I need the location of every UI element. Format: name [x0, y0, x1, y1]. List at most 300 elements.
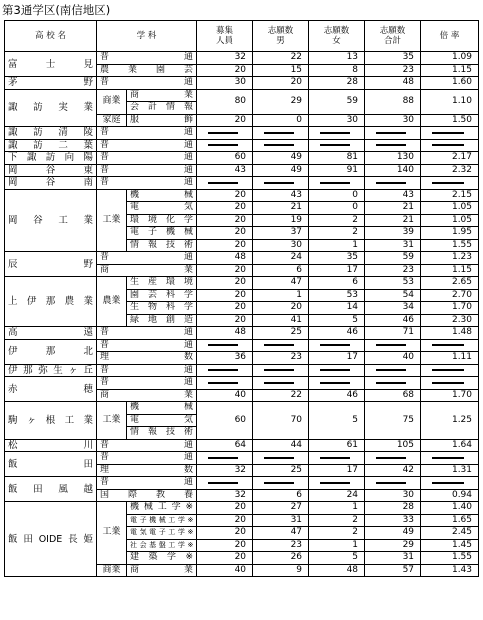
value-t: 28 — [365, 502, 421, 515]
table-row — [5, 477, 479, 490]
header-quota-text: 募集 人員 — [216, 26, 234, 46]
dash-line — [432, 182, 464, 184]
value-t: 105 — [365, 439, 421, 452]
dept-name: 情報技術 — [127, 239, 197, 252]
dash-line — [208, 344, 238, 346]
school-name: 松川 — [5, 439, 97, 452]
school-name: 飯田 — [5, 452, 97, 477]
value-q: 40 — [197, 389, 253, 402]
value-q: 20 — [197, 202, 253, 215]
empty-value-dash — [197, 139, 253, 152]
value-f: 30 — [309, 114, 365, 127]
table-row — [5, 77, 479, 90]
value-m: 23 — [253, 539, 309, 552]
value-m: 29 — [253, 89, 309, 114]
dash-line — [432, 482, 464, 484]
empty-value-dash — [421, 339, 479, 352]
value-q: 20 — [197, 314, 253, 327]
page-title: 第3通学区(南信地区) — [2, 3, 111, 17]
empty-value-dash — [253, 127, 309, 140]
value-t: 46 — [365, 314, 421, 327]
value-r: 1.23 — [421, 252, 479, 265]
dept-name: 普通 — [97, 377, 197, 390]
dash-line — [208, 144, 238, 146]
value-r: 1.05 — [421, 202, 479, 215]
value-r: 1.60 — [421, 77, 479, 90]
dash-line — [208, 382, 238, 384]
value-f: 59 — [309, 89, 365, 114]
dept-name: 普通 — [97, 77, 197, 90]
dept-name: 商業 — [97, 264, 197, 277]
dash-line — [208, 132, 238, 134]
value-m: 49 — [253, 164, 309, 177]
dept-name: 普通 — [97, 452, 197, 465]
dash-line — [208, 457, 238, 459]
empty-value-dash — [253, 477, 309, 490]
value-q: 48 — [197, 252, 253, 265]
value-f: 17 — [309, 352, 365, 365]
school-name: 上伊那農業 — [5, 277, 97, 327]
value-t: 31 — [365, 239, 421, 252]
value-f: 0 — [309, 189, 365, 202]
value-m: 23 — [253, 352, 309, 365]
empty-value-dash — [253, 364, 309, 377]
value-f: 48 — [309, 564, 365, 577]
dept-name: 普通 — [97, 139, 197, 152]
empty-value-dash — [365, 452, 421, 465]
value-r: 2.32 — [421, 164, 479, 177]
dept-name: 機械 — [127, 189, 197, 202]
dept-name: 建築学※ — [127, 552, 197, 565]
value-q: 20 — [197, 514, 253, 527]
value-m: 9 — [253, 564, 309, 577]
empty-value-dash — [421, 452, 479, 465]
value-f: 35 — [309, 252, 365, 265]
empty-value-dash — [365, 127, 421, 140]
dept-name: 国際教養 — [97, 489, 197, 502]
value-m: 6 — [253, 489, 309, 502]
value-f: 6 — [309, 277, 365, 290]
value-f: 2 — [309, 227, 365, 240]
table-row — [5, 402, 479, 415]
dash-line — [208, 482, 238, 484]
table-row — [5, 189, 479, 202]
value-t: 88 — [365, 89, 421, 114]
value-t: 140 — [365, 164, 421, 177]
value-r: 1.09 — [421, 52, 479, 65]
dept-name: 理数 — [97, 352, 197, 365]
value-m: 0 — [253, 114, 309, 127]
dept-name: 農業園芸 — [97, 64, 197, 77]
value-q: 36 — [197, 352, 253, 365]
value-f: 61 — [309, 439, 365, 452]
value-m: 70 — [253, 402, 309, 440]
dash-line — [320, 344, 350, 346]
value-q: 20 — [197, 502, 253, 515]
value-q: 20 — [197, 527, 253, 540]
dash-line — [376, 344, 406, 346]
value-r: 1.95 — [421, 227, 479, 240]
value-t: 31 — [365, 552, 421, 565]
value-r: 2.17 — [421, 152, 479, 165]
value-r: 1.55 — [421, 552, 479, 565]
value-m: 37 — [253, 227, 309, 240]
dash-line — [264, 482, 294, 484]
empty-value-dash — [309, 339, 365, 352]
value-q: 20 — [197, 264, 253, 277]
header-total-text: 志願数 合計 — [379, 26, 406, 46]
value-q: 43 — [197, 164, 253, 177]
value-f: 1 — [309, 539, 365, 552]
table-header-row — [5, 21, 479, 52]
value-r: 2.65 — [421, 277, 479, 290]
value-f: 5 — [309, 402, 365, 440]
value-q: 40 — [197, 564, 253, 577]
value-m: 6 — [253, 264, 309, 277]
value-m: 21 — [253, 202, 309, 215]
value-q: 32 — [197, 464, 253, 477]
dash-line — [376, 132, 406, 134]
empty-value-dash — [365, 177, 421, 190]
value-r: 1.25 — [421, 402, 479, 440]
value-t: 42 — [365, 464, 421, 477]
empty-value-dash — [197, 452, 253, 465]
dash-line — [376, 382, 406, 384]
value-t: 33 — [365, 514, 421, 527]
dept-name: 服飾 — [127, 114, 197, 127]
empty-value-dash — [309, 452, 365, 465]
empty-value-dash — [421, 364, 479, 377]
field-name: 商業 — [97, 564, 127, 577]
value-f: 5 — [309, 552, 365, 565]
dash-line — [320, 482, 350, 484]
value-q: 20 — [197, 539, 253, 552]
value-t: 75 — [365, 402, 421, 440]
header-female-text: 志願数 女 — [323, 26, 350, 46]
value-q: 32 — [197, 52, 253, 65]
dept-name: 機械工学※ — [127, 502, 197, 515]
field-name: 工業 — [97, 189, 127, 252]
value-m: 15 — [253, 64, 309, 77]
value-q: 20 — [197, 114, 253, 127]
table-row — [5, 52, 479, 65]
value-r: 1.15 — [421, 264, 479, 277]
dept-name: 普通 — [97, 327, 197, 340]
value-m: 1 — [253, 289, 309, 302]
value-q: 20 — [197, 64, 253, 77]
value-r: 1.70 — [421, 389, 479, 402]
school-name: 伊那北 — [5, 339, 97, 364]
empty-value-dash — [309, 139, 365, 152]
value-q: 20 — [197, 189, 253, 202]
empty-value-dash — [197, 177, 253, 190]
empty-value-dash — [253, 139, 309, 152]
empty-value-dash — [197, 364, 253, 377]
dash-line — [376, 182, 406, 184]
value-r: 1.05 — [421, 214, 479, 227]
header-quota — [197, 21, 253, 52]
value-m: 43 — [253, 189, 309, 202]
dash-line — [376, 482, 406, 484]
school-name: 高遠 — [5, 327, 97, 340]
value-t: 71 — [365, 327, 421, 340]
empty-value-dash — [197, 477, 253, 490]
dept-name: 電子機械 — [127, 227, 197, 240]
value-m: 47 — [253, 277, 309, 290]
value-r: 1.31 — [421, 464, 479, 477]
empty-value-dash — [365, 339, 421, 352]
dept-name: 社会基盤工学※ — [127, 539, 197, 552]
school-name: 諏訪清陵 — [5, 127, 97, 140]
value-m: 24 — [253, 252, 309, 265]
empty-value-dash — [421, 477, 479, 490]
value-r: 0.94 — [421, 489, 479, 502]
table-row — [5, 152, 479, 165]
value-m: 44 — [253, 439, 309, 452]
dash-line — [432, 457, 464, 459]
dept-name: 機械 — [127, 402, 197, 415]
value-f: 28 — [309, 77, 365, 90]
dept-name: 普通 — [97, 439, 197, 452]
school-name: 富士見 — [5, 52, 97, 77]
school-name: 赤穂 — [5, 377, 97, 402]
dept-name: 電気 — [127, 202, 197, 215]
value-r: 1.11 — [421, 352, 479, 365]
school-name: 飯田OIDE長姫 — [5, 502, 97, 577]
dash-line — [320, 182, 350, 184]
empty-value-dash — [309, 177, 365, 190]
dash-line — [264, 144, 294, 146]
empty-value-dash — [197, 377, 253, 390]
value-f: 1 — [309, 239, 365, 252]
value-t: 29 — [365, 539, 421, 552]
dash-line — [264, 182, 294, 184]
value-r: 2.45 — [421, 527, 479, 540]
value-f: 2 — [309, 527, 365, 540]
empty-value-dash — [365, 364, 421, 377]
value-m: 26 — [253, 552, 309, 565]
dept-name: 電気電子工学※ — [127, 527, 197, 540]
school-name: 諏訪二葉 — [5, 139, 97, 152]
dept-name: 普通 — [97, 52, 197, 65]
value-r: 1.10 — [421, 89, 479, 114]
dept-name: 普通 — [97, 364, 197, 377]
dash-line — [320, 132, 350, 134]
table-body — [5, 52, 479, 577]
dash-line — [264, 382, 294, 384]
table-row — [5, 89, 479, 102]
value-q: 60 — [197, 152, 253, 165]
value-f: 14 — [309, 302, 365, 315]
value-r: 2.15 — [421, 189, 479, 202]
value-t: 23 — [365, 64, 421, 77]
value-f: 91 — [309, 164, 365, 177]
empty-value-dash — [365, 139, 421, 152]
value-r: 1.65 — [421, 514, 479, 527]
value-t: 35 — [365, 52, 421, 65]
value-m: 22 — [253, 52, 309, 65]
table-row — [5, 139, 479, 152]
value-q: 20 — [197, 552, 253, 565]
dept-name: 普通 — [97, 252, 197, 265]
empty-value-dash — [253, 452, 309, 465]
field-name: 工業 — [97, 402, 127, 440]
dash-line — [320, 457, 350, 459]
value-f: 81 — [309, 152, 365, 165]
value-t: 53 — [365, 277, 421, 290]
dash-line — [432, 132, 464, 134]
value-q: 20 — [197, 214, 253, 227]
value-f: 2 — [309, 514, 365, 527]
dept-name: 会計情報 — [127, 102, 197, 115]
value-r: 2.30 — [421, 314, 479, 327]
value-q: 60 — [197, 402, 253, 440]
value-q: 20 — [197, 302, 253, 315]
field-name: 家庭 — [97, 114, 127, 127]
value-m: 20 — [253, 77, 309, 90]
dash-line — [264, 132, 294, 134]
value-f: 53 — [309, 289, 365, 302]
value-t: 49 — [365, 527, 421, 540]
value-t: 21 — [365, 202, 421, 215]
dash-line — [264, 369, 294, 371]
empty-value-dash — [365, 377, 421, 390]
dash-line — [432, 144, 464, 146]
table-row — [5, 439, 479, 452]
empty-value-dash — [197, 339, 253, 352]
header-total — [365, 21, 421, 52]
empty-value-dash — [197, 127, 253, 140]
table-row — [5, 164, 479, 177]
empty-value-dash — [421, 377, 479, 390]
value-m: 30 — [253, 239, 309, 252]
table-row — [5, 252, 479, 265]
value-t: 68 — [365, 389, 421, 402]
dept-name: 理数 — [97, 464, 197, 477]
value-m: 27 — [253, 502, 309, 515]
dash-line — [320, 144, 350, 146]
value-m: 19 — [253, 214, 309, 227]
dept-name: 商業 — [97, 389, 197, 402]
school-name: 辰野 — [5, 252, 97, 277]
dept-name: 普通 — [97, 127, 197, 140]
value-f: 17 — [309, 264, 365, 277]
dash-line — [208, 369, 238, 371]
dept-name: 生物科学 — [127, 302, 197, 315]
table-row — [5, 364, 479, 377]
value-t: 21 — [365, 214, 421, 227]
header-male-text: 志願数 男 — [267, 26, 294, 46]
value-r: 1.45 — [421, 539, 479, 552]
school-name: 伊那弥生ヶ丘 — [5, 364, 97, 377]
value-q: 80 — [197, 89, 253, 114]
field-name: 商業 — [97, 89, 127, 114]
value-t: 57 — [365, 564, 421, 577]
table-row — [5, 177, 479, 190]
empty-value-dash — [309, 127, 365, 140]
value-t: 23 — [365, 264, 421, 277]
value-t: 54 — [365, 289, 421, 302]
school-name: 駒ヶ根工業 — [5, 402, 97, 440]
dept-name: 環境化学 — [127, 214, 197, 227]
value-f: 46 — [309, 389, 365, 402]
school-name: 飯田風越 — [5, 477, 97, 502]
dept-name: 普通 — [97, 164, 197, 177]
value-t: 30 — [365, 114, 421, 127]
value-r: 2.70 — [421, 289, 479, 302]
dash-line — [432, 369, 464, 371]
value-r: 1.55 — [421, 239, 479, 252]
table-row — [5, 452, 479, 465]
field-name: 工業 — [97, 502, 127, 565]
empty-value-dash — [253, 377, 309, 390]
value-q: 20 — [197, 227, 253, 240]
dept-name: 緑地創造 — [127, 314, 197, 327]
empty-value-dash — [421, 139, 479, 152]
empty-value-dash — [421, 127, 479, 140]
value-q: 20 — [197, 277, 253, 290]
value-r: 1.48 — [421, 327, 479, 340]
value-m: 41 — [253, 314, 309, 327]
table-row — [5, 502, 479, 515]
value-r: 1.43 — [421, 564, 479, 577]
dept-name: 普通 — [97, 339, 197, 352]
value-q: 20 — [197, 289, 253, 302]
school-name: 諏訪実業 — [5, 89, 97, 127]
value-m: 49 — [253, 152, 309, 165]
field-name: 農業 — [97, 277, 127, 327]
value-f: 13 — [309, 52, 365, 65]
value-f: 24 — [309, 489, 365, 502]
value-t: 40 — [365, 352, 421, 365]
dash-line — [208, 182, 238, 184]
dept-name: 電気 — [127, 414, 197, 427]
value-t: 43 — [365, 189, 421, 202]
value-t: 59 — [365, 252, 421, 265]
value-m: 47 — [253, 527, 309, 540]
value-m: 25 — [253, 327, 309, 340]
dash-line — [264, 344, 294, 346]
school-name: 岡谷南 — [5, 177, 97, 190]
dash-line — [376, 369, 406, 371]
empty-value-dash — [309, 364, 365, 377]
value-q: 48 — [197, 327, 253, 340]
value-t: 39 — [365, 227, 421, 240]
dash-line — [320, 382, 350, 384]
dept-name: 電子機械工学※ — [127, 514, 197, 527]
value-r: 1.15 — [421, 64, 479, 77]
value-m: 20 — [253, 302, 309, 315]
header-ratio: 倍 率 — [421, 21, 479, 52]
value-m: 22 — [253, 389, 309, 402]
dept-name: 情報技術 — [127, 427, 197, 440]
empty-value-dash — [309, 377, 365, 390]
dash-line — [264, 457, 294, 459]
dash-line — [432, 382, 464, 384]
value-m: 31 — [253, 514, 309, 527]
value-f: 46 — [309, 327, 365, 340]
applicants-table — [4, 20, 479, 577]
table-row — [5, 327, 479, 340]
header-dept: 学 科 — [97, 21, 197, 52]
value-r: 1.70 — [421, 302, 479, 315]
value-f: 5 — [309, 314, 365, 327]
value-t: 130 — [365, 152, 421, 165]
dept-name: 普通 — [97, 477, 197, 490]
empty-value-dash — [253, 339, 309, 352]
dept-name: 商業 — [127, 89, 197, 102]
value-f: 2 — [309, 214, 365, 227]
